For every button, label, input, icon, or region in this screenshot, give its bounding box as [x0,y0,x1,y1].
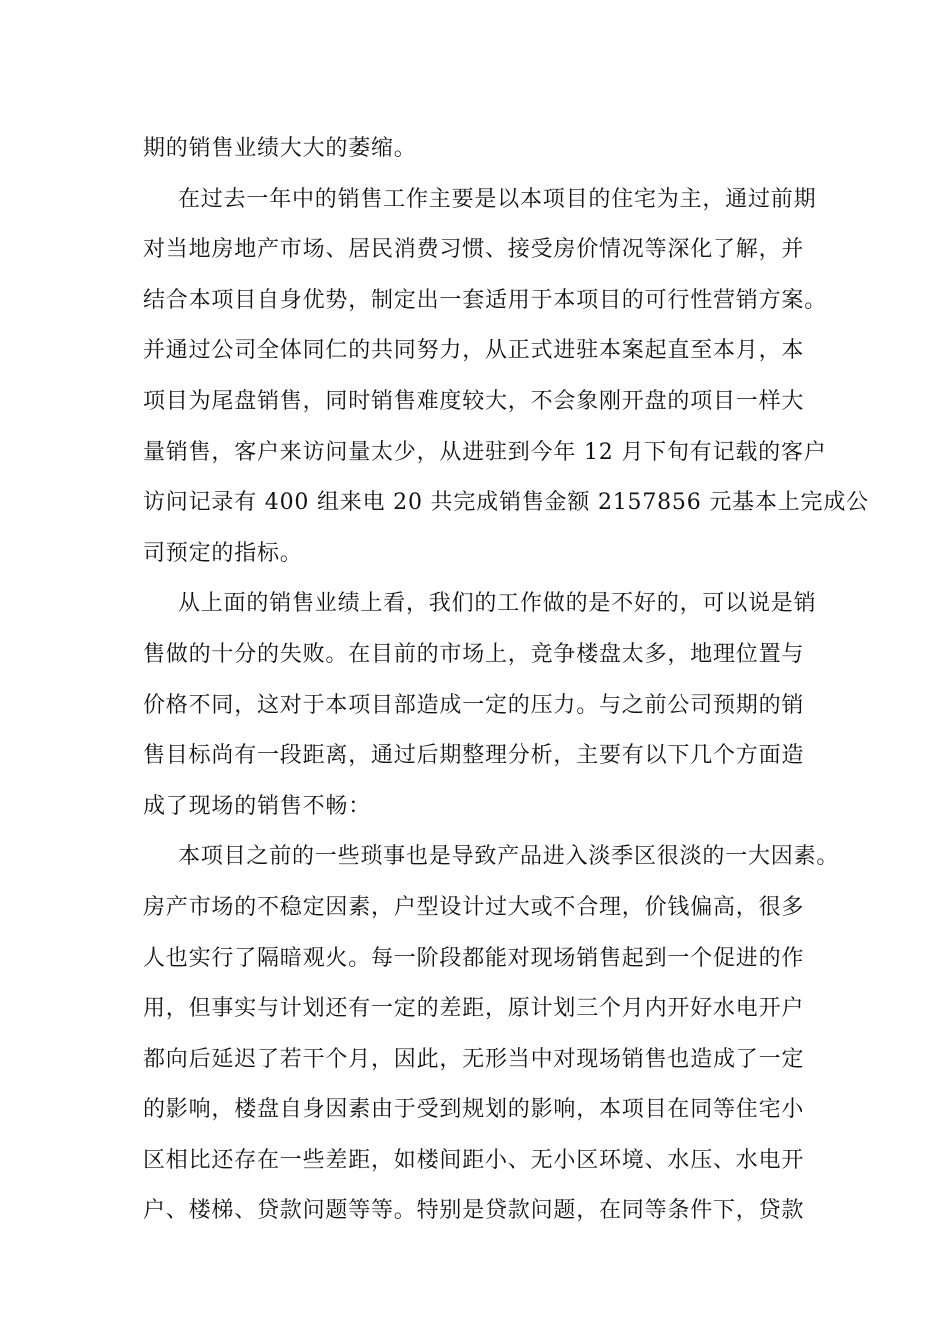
text-line: 量销售，客户来访问量太少，从进驻到今年 12 月下旬有记载的客户 [143,439,827,465]
text-line: 访问记录有 400 组来电 20 共完成销售金额 2157856 元基本上完成公 [143,490,869,516]
text-line: 的影响，楼盘自身因素由于受到规划的影响，本项目在同等住宅小 [143,1097,805,1123]
paragraph-first-line: 本项目之前的一些琐事也是导致产品进入淡季区很淡的一大因素。 [178,844,840,870]
text-line: 售目标尚有一段距离，通过后期整理分析，主要有以下几个方面造 [143,743,805,769]
text-line: 结合本项目自身优势，制定出一套适用于本项目的可行性营销方案。 [143,287,828,313]
text-line: 人也实行了隔暗观火。每一阶段都能对现场销售起到一个促进的作 [143,945,805,971]
text-line: 用，但事实与计划还有一定的差距，原计划三个月内开好水电开户 [143,996,805,1022]
paragraph-first-line: 从上面的销售业绩上看，我们的工作做的是不好的，可以说是销 [178,591,817,617]
body-text [143,124,869,1237]
text-line: 户、楼梯、贷款问题等等。特别是贷款问题，在同等条件下，贷款 [143,1198,805,1224]
text-line: 并通过公司全体同仁的共同努力，从正式进驻本案起直至本月，本 [143,338,805,364]
text-line: 期的销售业绩大大的萎缩。 [143,136,417,161]
text-line: 房产市场的不稳定因素，户型设计过大或不合理，价钱偏高，很多 [143,894,805,920]
text-line: 项目为尾盘销售，同时销售难度较大，不会象刚开盘的项目一样大 [143,388,805,414]
text-line: 都向后延迟了若干个月，因此，无形当中对现场销售也造成了一定 [143,1046,805,1072]
text-line: 区相比还存在一些差距，如楼间距小、无小区环境、水压、水电开 [143,1147,805,1173]
text-line: 成了现场的销售不畅： [143,793,372,819]
text-line: 对当地房地产市场、居民消费习惯、接受房价情况等深化了解，并 [143,237,805,263]
text-line: 司预定的指标。 [143,540,303,566]
paragraph-first-line: 在过去一年中的销售工作主要是以本项目的住宅为主，通过前期 [178,186,817,212]
text-line: 价格不同，这对于本项目部造成一定的压力。与之前公司预期的销 [143,692,805,718]
text-line: 售做的十分的失败。在目前的市场上，竞争楼盘太多，地理位置与 [143,641,805,667]
